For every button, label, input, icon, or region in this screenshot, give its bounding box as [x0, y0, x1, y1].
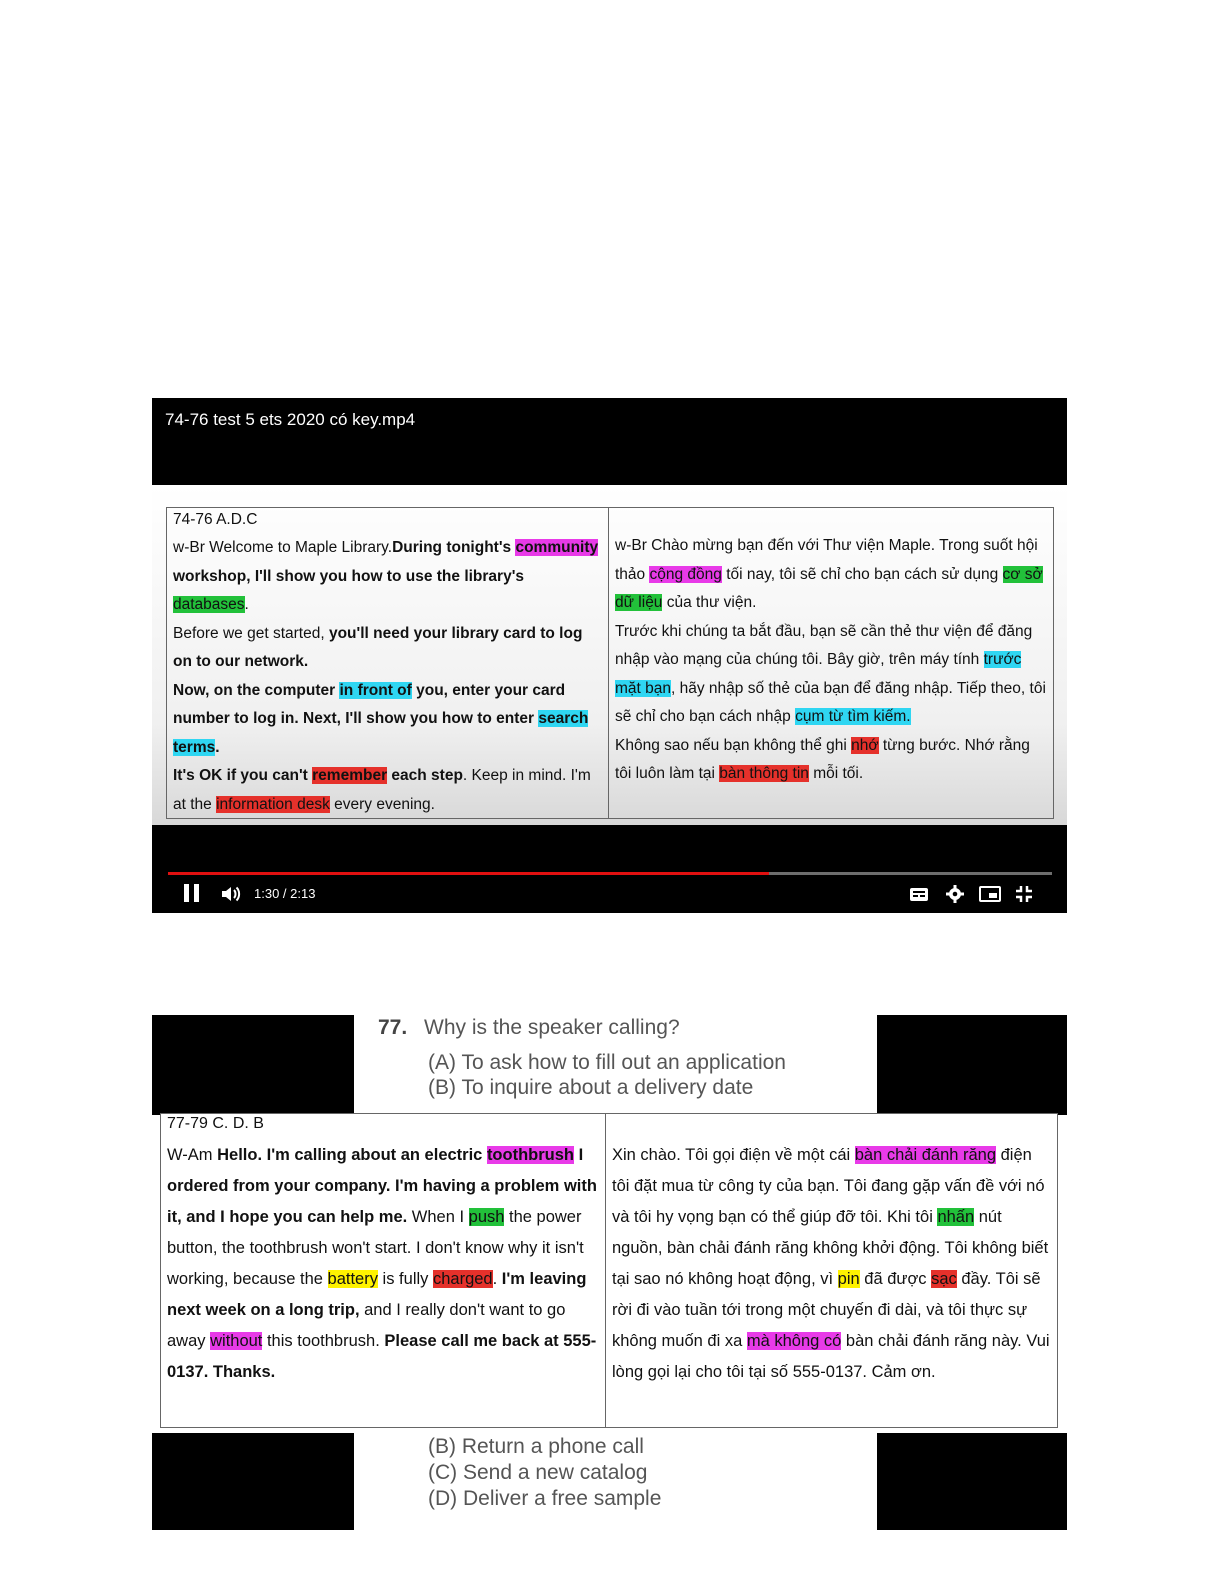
- black-block: [152, 1015, 354, 1115]
- highlighted-phrase: search terms: [173, 710, 589, 756]
- transcript-segment: W-Am: [167, 1146, 218, 1164]
- transcript-table: [160, 1113, 1058, 1428]
- transcript-segment: .: [244, 596, 249, 613]
- transcript-segment: each step: [387, 767, 463, 784]
- transcript-segment: bàn chải đánh răng này. Vui lòng gọi lại cho tôi tại số 555-0137. Cảm ơn.: [612, 1332, 1050, 1381]
- black-block: [877, 1433, 1067, 1530]
- transcript-segment: đầy. Tôi sẽ rời đi vào tuần tới trong một chuyến đi dài, và tôi thực sự không muốn đi xa: [612, 1270, 1041, 1350]
- highlighted-phrase: toothbrush: [486, 1146, 574, 1164]
- subtitles-icon[interactable]: [908, 884, 930, 909]
- transcript-segment: từng bước. Nhớ rằng tôi luôn làm tại: [615, 736, 1030, 782]
- transcript-segment: đã được: [859, 1270, 932, 1288]
- transcript-segment: I ordered from your company. I'm having a problem with it, and I hope you can help me.: [167, 1146, 597, 1226]
- video-frame[interactable]: [152, 485, 1067, 825]
- highlighted-phrase: in front of: [339, 681, 412, 699]
- miniplayer-icon[interactable]: [978, 884, 1002, 909]
- transcript-segment: .: [492, 1270, 502, 1288]
- question-number: 77.: [378, 1016, 408, 1039]
- highlighted-phrase: cộng đồng: [649, 565, 722, 583]
- player-controls: [152, 878, 1067, 912]
- transcript-segment: tối nay, tôi sẽ chỉ cho bạn cách sử dụng: [721, 565, 1003, 583]
- highlighted-phrase: nhớ: [851, 736, 879, 754]
- black-block: [877, 1015, 1067, 1115]
- highlighted-phrase: cụm từ tìm kiếm.: [795, 708, 911, 725]
- transcript-segment: I'm leaving next week on a long trip,: [167, 1270, 587, 1319]
- highlighted-phrase: bàn thông tin: [719, 765, 809, 782]
- transcript-segment: của thư viện.: [662, 594, 757, 611]
- transcript-segment: Please call me back at 555-0137. Thanks.: [167, 1332, 597, 1381]
- question-text: Why is the speaker calling?: [424, 1016, 680, 1039]
- highlighted-phrase: mà không có: [746, 1332, 842, 1350]
- transcript-segment: is fully: [377, 1270, 433, 1288]
- transcript-segment: Before we get started,: [173, 624, 329, 642]
- transcript-segment: w-Br Welcome to Maple Library.: [173, 539, 393, 556]
- transcript-table: [166, 507, 1054, 819]
- highlighted-phrase: cơ sở dữ liệu: [615, 565, 1043, 611]
- transcript-vietnamese: [606, 1114, 1056, 1427]
- vietnamese-text: [612, 1140, 1051, 1388]
- transcript-segment: Trước khi chúng ta bắt đầu, bạn sẽ cần thẻ thư viện để đăng nhập vào mạng của chúng tôi. Bây giờ, trên máy tính: [615, 622, 1033, 668]
- answer-key: 74-76 A.D.C: [173, 511, 258, 528]
- transcript-segment: During tonight's: [392, 539, 512, 556]
- volume-icon[interactable]: [220, 884, 242, 909]
- exit-fullscreen-icon[interactable]: [1014, 884, 1034, 909]
- transcript-segment: điện tôi đặt mua từ công ty của bạn. Tôi đang gặp vấn đề với nó và tôi hy vọng bạn có thể giúp đỡ tôi. Khi tôi: [612, 1146, 1045, 1226]
- gear-icon[interactable]: [944, 884, 966, 909]
- option-a: (A) To ask how to fill out an application: [428, 1051, 786, 1074]
- transcript-english: [161, 1114, 606, 1427]
- highlighted-phrase: sạc: [931, 1270, 957, 1288]
- time-display: 1:30 / 2:13: [254, 886, 316, 901]
- transcript-segment: Hello. I'm calling about an electric: [217, 1146, 487, 1164]
- highlighted-phrase: databases: [173, 596, 245, 613]
- highlighted-phrase: charged: [432, 1270, 493, 1288]
- video-player[interactable]: [152, 398, 1067, 913]
- pause-icon[interactable]: [184, 884, 200, 902]
- option-c-answer: (C) Send a new catalog: [428, 1461, 648, 1484]
- transcript-segment: Xin chào. Tôi gọi điện về một cái: [612, 1146, 855, 1164]
- transcript-segment: you, enter your card number to log in. Next, I'll show you how to enter: [173, 681, 566, 727]
- option-d-answer: (D) Deliver a free sample: [428, 1487, 662, 1510]
- transcript-vietnamese: [609, 508, 1053, 818]
- transcript-segment: .: [215, 738, 220, 756]
- english-text: [173, 534, 602, 819]
- transcript-segment: nút nguồn, bàn chải đánh răng không khởi động. Tôi không biết tại sao nó không hoạt động, vì: [612, 1208, 1049, 1288]
- highlighted-phrase: bàn chải đánh răng: [854, 1146, 997, 1164]
- english-text: [167, 1140, 599, 1388]
- question-panel: [152, 1015, 1067, 1530]
- transcript-segment: every evening.: [329, 795, 435, 813]
- highlighted-phrase: nhấn: [937, 1208, 975, 1226]
- transcript-segment: and I really don't want to go away: [167, 1301, 566, 1350]
- progress-bar[interactable]: [168, 872, 1052, 875]
- transcript-segment: mỗi tối.: [808, 765, 864, 782]
- option-b-answer: (B) Return a phone call: [428, 1435, 644, 1458]
- highlighted-phrase: without: [210, 1332, 263, 1350]
- black-block: [152, 1433, 354, 1530]
- highlighted-phrase: pin: [837, 1270, 860, 1288]
- transcript-segment: workshop, I'll show you how to use the library's: [173, 567, 525, 585]
- transcript-segment: the power button, the toothbrush won't start. I don't know why it isn't working, because the: [167, 1208, 584, 1288]
- highlighted-phrase: information desk: [216, 795, 330, 813]
- progress-fill: [168, 872, 769, 875]
- transcript-segment: . Keep in mind. I'm at the: [173, 767, 591, 813]
- transcript-segment: Không sao nếu bạn không thể ghi: [615, 736, 852, 754]
- transcript-segment: When I: [407, 1208, 469, 1226]
- vietnamese-text: [615, 532, 1047, 789]
- highlighted-phrase: community: [515, 539, 599, 556]
- transcript-segment: you'll need your library card to log on to our network.: [173, 624, 583, 670]
- transcript-segment: w-Br Chào mừng bạn đến với Thư viện Maple. Trong suốt hội thảo: [615, 537, 1038, 583]
- answer-key: 77-79 C. D. B: [167, 1115, 264, 1132]
- option-b: (B) To inquire about a delivery date: [428, 1076, 754, 1099]
- highlighted-phrase: push: [468, 1208, 505, 1226]
- transcript-segment: this toothbrush.: [262, 1332, 385, 1350]
- video-title: 74-76 test 5 ets 2020 có key.mp4: [165, 410, 416, 429]
- transcript-segment: Now, on the computer: [173, 681, 340, 699]
- highlighted-phrase: battery: [327, 1270, 378, 1288]
- highlighted-phrase: remember: [312, 767, 388, 784]
- transcript-english: [167, 508, 609, 818]
- transcript-segment: It's OK if you can't: [173, 767, 313, 784]
- highlighted-phrase: trước mặt bạn: [615, 651, 1022, 697]
- transcript-segment: , hãy nhập số thẻ của bạn để đăng nhập. Tiếp theo, tôi sẽ chỉ cho bạn cách nhập: [615, 679, 1046, 725]
